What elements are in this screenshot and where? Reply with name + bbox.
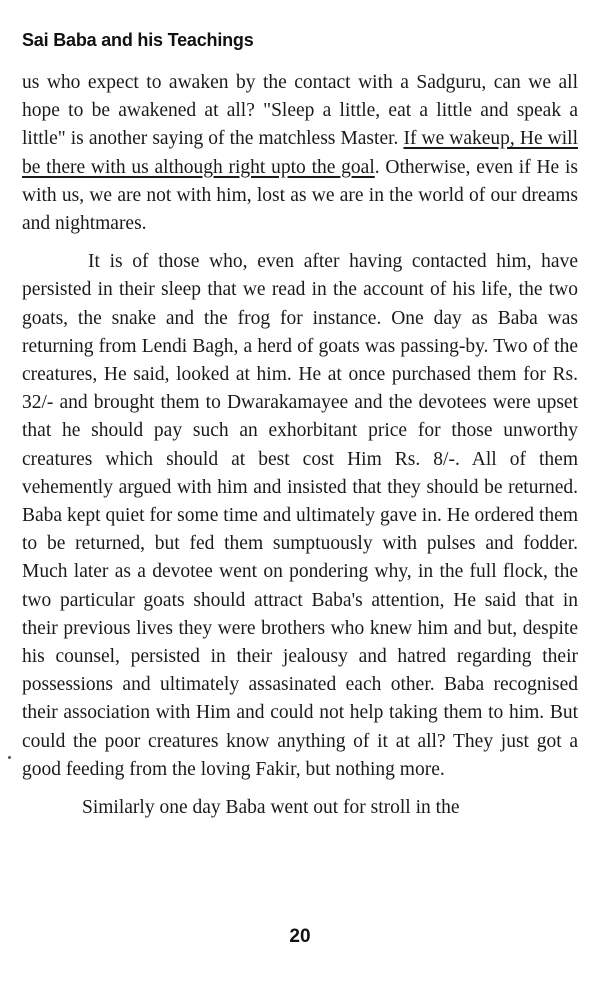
- page-number: 20: [289, 926, 311, 947]
- running-head-title: Sai Baba and his Teachings: [22, 30, 254, 50]
- body-text: [22, 69, 578, 822]
- paragraph-1-underlined-text: If we wakeup, He will be there with us although right upto the goal: [22, 128, 578, 178]
- paragraph-1: [22, 69, 578, 238]
- paragraph-3: Similarly one day Baba went out for stroll in the: [82, 797, 460, 819]
- margin-mark: [8, 756, 11, 759]
- paragraph-2: It is of those who, even after having contacted him, have persisted in their sleep that we read in the account of his life, the two goats, the snake and the frog for instance. One day as Baba was returning from Lendi Bagh, a herd of goats was passing-by. Two of the creatures, He said, looked at him. He at once purchased them for Rs. 32/- and brought them to Dwarakamayee and the devotees were upset that he should pay such an exhorbitant price for those unworthy creatures which should at best cost Him Rs. 8/-. All of them vehemently argued with him and insisted that they should be returned. Baba kept quiet for some time and ultimately gave in. He ordered them to be returned, but fed them sumptuously with pulses and fodder. Much later as a devotee went on pondering why, in the full flock, the two particular goats should attract Baba's attention, He said that in their previous lives they were brothers who knew him and but, despite his counsel, persisted in their jealousy and hatred regarding their possessions and ultimately assasinated each other. Baba recognised their association with Him and could not help taking them to him. But could the poor creatures know anything of it at all? They just got a good feeding from the loving Fakir, but nothing more.: [22, 251, 578, 780]
- paragraph-1-text-start: us who expect to awaken by the contact with a Sadguru, can we all hope to be awakened at all? "Sleep a little, eat a little and speak a little" is another saying of the matchless Master.: [22, 72, 578, 150]
- paragraph-1-text-end: . Otherwise, even if He is with us, we are not with him, lost as we are in the world of our dreams and nightmares.: [22, 156, 579, 235]
